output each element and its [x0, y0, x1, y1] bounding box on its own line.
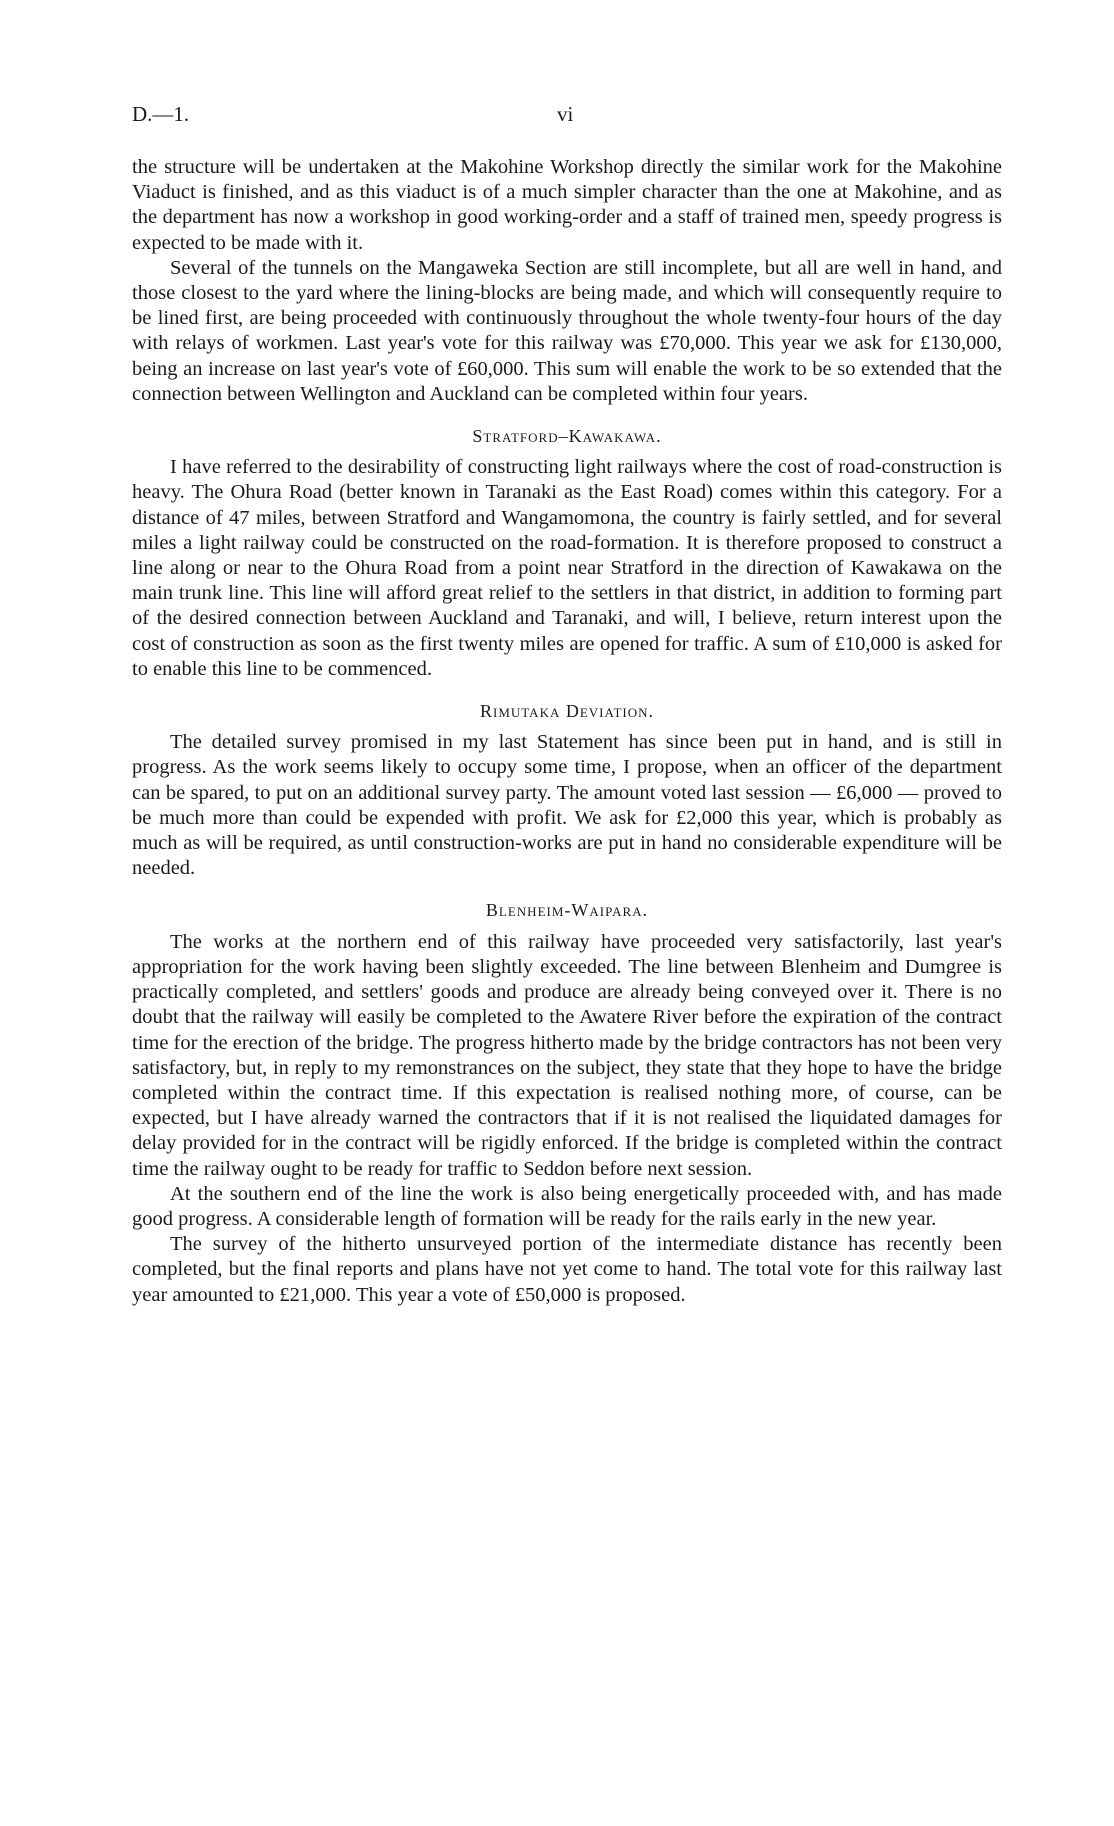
- section-title-blenheim-waipara: Blenheim-Waipara.: [485, 900, 649, 921]
- paragraph-mangaweka-tunnels: Several of the tunnels on the Mangaweka Section are still incomplete, but all are well in hand, and those closest to the yard where the lining-blocks are being made, and which will consequently require to be lined first, are being proceeded with continuously throughout the whole twenty-four hours of the day with relays of workmen. Last year's vote for this railway was £70,000. This year we ask for £130,000, being an increase on last year's vote of £60,000. This sum will enable the work to be so extended that the connection between Wellington and Auckland can be completed within four years.: [132, 256, 1002, 405]
- document-reference: D.—1.: [132, 102, 190, 126]
- page-header: [132, 102, 1002, 130]
- section-title-stratford-kawakawa: Stratford–Kawakawa.: [472, 426, 662, 447]
- paragraph-stratford-kawakawa: I have referred to the desirability of constructing light railways where the cost of road-construction is heavy. The Ohura Road (better known in Taranaki as the East Road) comes within this category. For a distance of 47 miles, between Stratford and Wangamomona, the country is fairly settled, and for several miles a light railway could be constructed on the road-formation. It is therefore proposed to construct a line along or near to the Ohura Road from a point near Stratford in the direction of Kawakawa on the main trunk line. This line will afford great relief to the settlers in that district, in addition to forming part of the desired connection between Auckland and Taranaki, and will, I believe, return interest upon the cost of construction as soon as the first twenty miles are opened for traffic. A sum of £10,000 is asked for to enable this line to be commenced.: [132, 456, 1002, 680]
- paragraph-blenheim-southern-end: At the southern end of the line the work is also being energetically proceeded with, and has made good progress. A considerable length of formation will be ready for the rails early in the new year.: [132, 1182, 1002, 1230]
- paragraph-blenheim-survey: The survey of the hitherto unsurveyed portion of the intermediate distance has recently been completed, but the final reports and plans have not yet come to hand. The total vote for this railway last year amounted to £21,000. This year a vote of £50,000 is proposed.: [132, 1233, 1002, 1306]
- section-title-rimutaka-deviation: Rimutaka Deviation.: [480, 701, 654, 722]
- paragraph-continuation: the structure will be undertaken at the Makohine Workshop directly the similar work for the Makohine Viaduct is finished, and as this viaduct is of a much simpler character than the one at Makohine, and as the department has now a workshop in good working-order and a staff of trained men, speedy progress is expected to be made with it.: [132, 156, 1002, 254]
- body-text: [132, 155, 1002, 1308]
- paragraph-rimutaka-deviation: The detailed survey promised in my last Statement has since been put in hand, and is still in progress. As the work seems likely to occupy some time, I propose, when an officer of the department can be spared, to put on an additional survey party. The amount voted last session — £6,000 — proved to be much more than could be expended with profit. We ask for £2,000 this year, which is probably as much as will be required, as until construction-works are put in hand no considerable expenditure will be needed.: [132, 731, 1002, 880]
- page-number: vi: [557, 102, 574, 126]
- paragraph-blenheim-northern-end: The works at the northern end of this railway have proceeded very satisfactorily, last year's appropriation for the work having been slightly exceeded. The line between Blenheim and Dumgree is practically completed, and settlers' goods and produce are already being conveyed over it. There is no doubt that the railway will easily be completed to the Awatere River before the expiration of the contract time for the erection of the bridge. The progress hitherto made by the bridge contractors has not been very satisfactory, but, in reply to my remonstrances on the subject, they state that they hope to have the bridge completed within the contract time. If this expectation is realised nothing more, of course, can be expected, but I have already warned the contractors that if it is not realised the liquidated damages for delay provided for in the contract will be rigidly enforced. If the bridge is completed within the contract time the railway ought to be ready for traffic to Seddon before next session.: [132, 930, 1003, 1180]
